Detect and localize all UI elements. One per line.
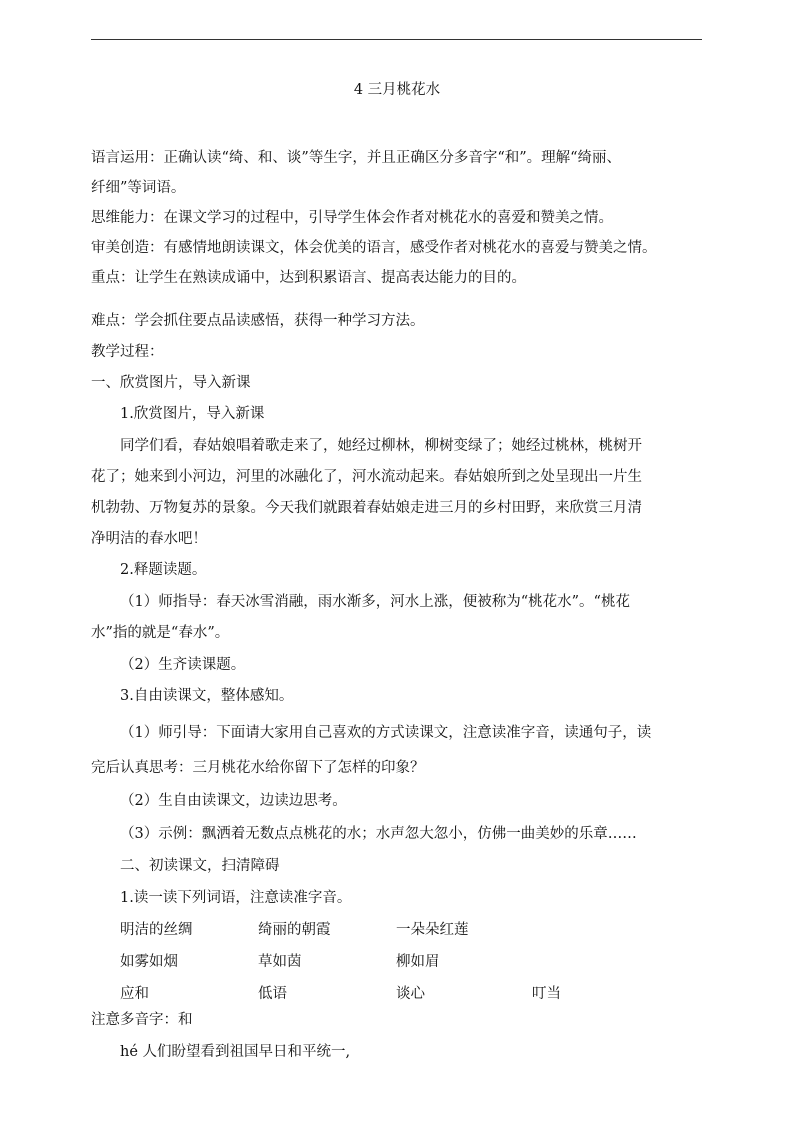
vocab-word: 如雾如烟 [120, 954, 178, 970]
polyphone-note: 注意多音字：和 [91, 1012, 193, 1028]
text-line: 同学们看，春姑娘唱着歌走来了，她经过柳林，柳树变绿了；她经过桃林，桃树开 [120, 438, 642, 454]
text-line: 语言运用：正确认读“绮、和、谈”等生字，并且正确区分多音字“和”。理解“绮丽、 [91, 150, 622, 166]
text-line: 1.读一读下列词语，注意读准字音。 [120, 890, 352, 906]
text-line: （2）生自由读课文，边读边思考。 [120, 793, 347, 809]
text-line: 教学过程： [91, 344, 164, 360]
text-line: 纤细”等词语。 [91, 180, 186, 196]
vocab-word: 叮当 [532, 986, 561, 1002]
vocab-word: 绮丽的朝霞 [258, 922, 331, 938]
text-line: （1）师引导：下面请大家用自己喜欢的方式读课文，注意读准字音，读通句子，读 [120, 725, 652, 741]
header-rule [91, 39, 702, 40]
page-title: 4 三月桃花水 [353, 82, 441, 98]
text-line: 机勃勃、万物复苏的景象。今天我们就跟着春姑娘走进三月的乡村田野，来欣赏三月清 [91, 500, 642, 516]
example-sentence: hé 人们盼望看到祖国早日和平统一, [120, 1044, 351, 1060]
section-heading: 二、初读课文，扫清障碍 [120, 858, 280, 874]
text-line: 3.自由读课文，整体感知。 [120, 688, 294, 704]
text-line: （1）师指导：春天冰雪消融，雨水渐多，河水上涨，便被称为“桃花水”。“桃花 [120, 594, 630, 610]
text-line: 2.释题读题。 [120, 562, 207, 578]
text-line: 水”指的就是“春水”。 [91, 625, 230, 641]
text-line: 审美创造：有感情地朗读课文，体会优美的语言，感受作者对桃花水的喜爱与赞美之情。 [91, 240, 657, 256]
text-line: 1.欣赏图片，导入新课 [120, 406, 265, 422]
section-heading: 一、欣赏图片，导入新课 [91, 375, 251, 391]
vocab-word: 一朵朵红莲 [396, 922, 469, 938]
text-line: 思维能力：在课文学习的过程中，引导学生体会作者对桃花水的喜爱和赞美之情。 [91, 210, 613, 226]
text-line: （2）生齐读课题。 [120, 657, 246, 673]
vocab-word: 草如茵 [258, 954, 302, 970]
vocab-word: 谈心 [396, 986, 425, 1002]
text-line: 花了；她来到小河边，河里的冰融化了，河水流动起来。春姑娘所到之处呈现出一片生 [91, 469, 642, 485]
text-line: 净明洁的春水吧！ [91, 531, 207, 547]
text-line: （3）示例：飘洒着无数点点桃花的水；水声忽大忽小，仿佛一曲美妙的乐章…… [120, 826, 637, 842]
vocab-word: 柳如眉 [396, 954, 440, 970]
text-line: 完后认真思考：三月桃花水给你留下了怎样的印象？ [91, 760, 425, 776]
vocab-word: 明洁的丝绸 [120, 922, 193, 938]
vocab-word: 应和 [120, 986, 149, 1002]
text-line: 重点：让学生在熟读成诵中，达到积累语言、提高表达能力的目的。 [91, 270, 526, 286]
vocab-word: 低语 [258, 986, 287, 1002]
text-line: 难点：学会抓住要点品读感悟，获得一种学习方法。 [91, 313, 425, 329]
